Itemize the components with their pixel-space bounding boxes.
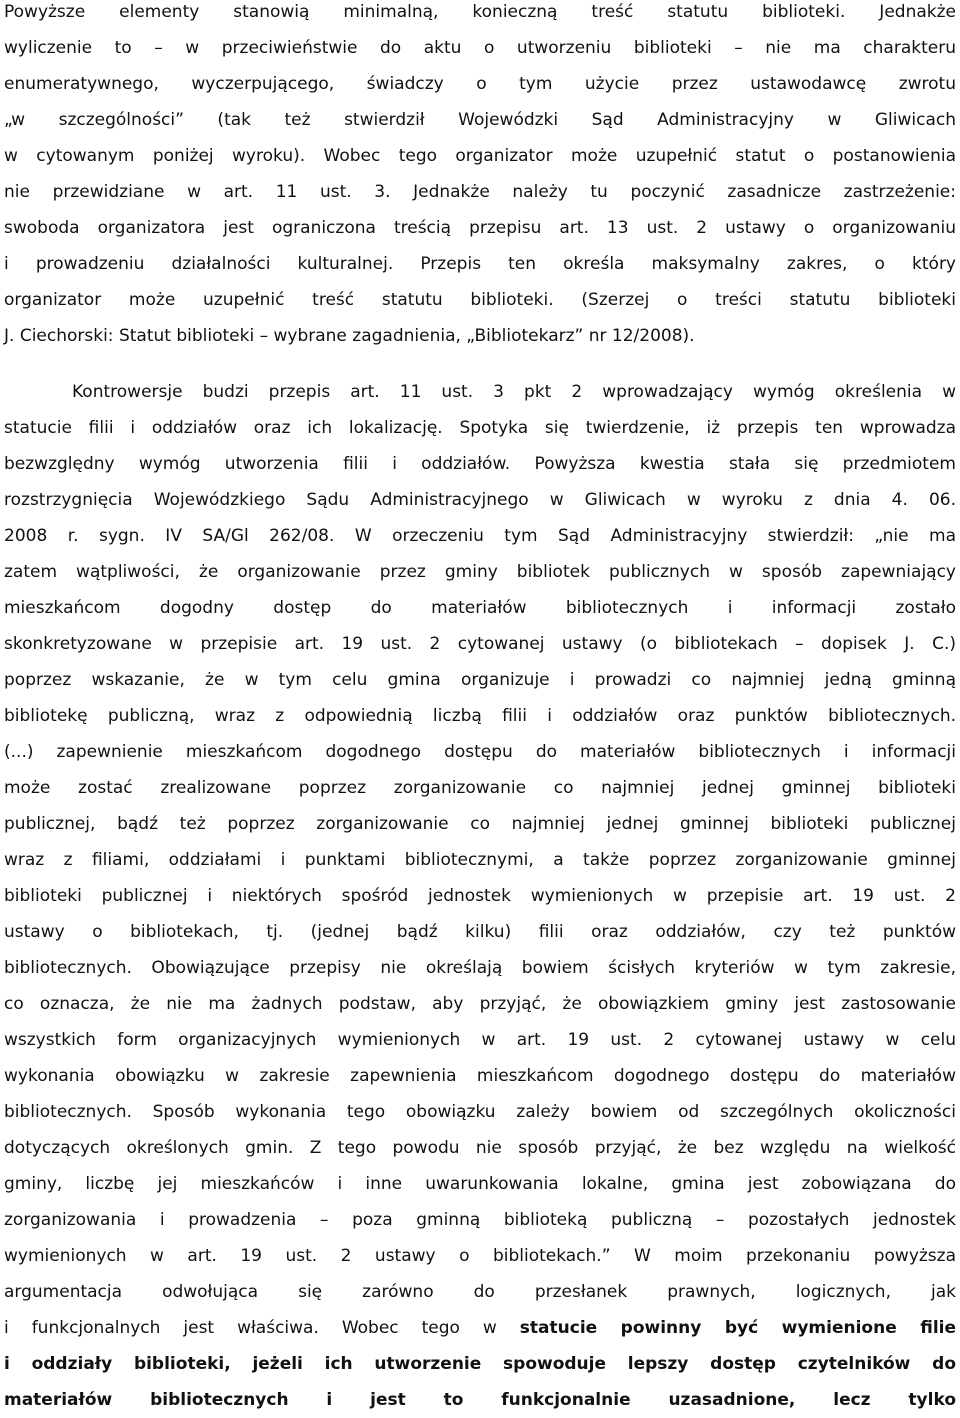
paragraph2-line-8: skonkretyzowane w przepisie art. 19 ust. 2 cytowanej ustawy (o bibliotekach – dopisek J. C.) <box>4 634 956 654</box>
paragraph1-line-2: wyliczenie to – w przeciwieństwie do aktu o utworzeniu biblioteki – nie ma charakteru <box>4 38 956 58</box>
line-27-bold-text: statucie powinny być wymienione filie <box>519 1318 957 1338</box>
paragraph2-line-27 <box>4 1310 956 1346</box>
paragraph1-line-6: nie przewidziane w art. 11 ust. 3. Jednakże należy tu poczynić zasadnicze zastrzeżenie: <box>4 182 956 202</box>
paragraph2-line-2: statucie filii i oddziałów oraz ich lokalizację. Spotyka się twierdzenie, iż przepis ten wprowadza <box>4 418 956 438</box>
paragraph2-line-3: bezwzględny wymóg utworzenia filii i oddziałów. Powyższa kwestia stała się przedmiotem <box>4 454 956 474</box>
paragraph2-line-20: wykonania obowiązku w zakresie zapewnienia mieszkańcom dogodnego dostępu do materiałów <box>4 1066 956 1086</box>
paragraph2-line-17: bibliotecznych. Obowiązujące przepisy nie określają bowiem ścisłych kryteriów w tym zakresie, <box>4 958 956 978</box>
paragraph2-line-18: co oznacza, że nie ma żadnych podstaw, aby przyjąć, że obowiązkiem gminy jest zastosowanie <box>4 994 956 1014</box>
paragraph2-line-11: (...) zapewnienie mieszkańcom dogodnego dostępu do materiałów bibliotecznych i informacji <box>4 742 956 762</box>
paragraph2-line-7: mieszkańcom dogodny dostęp do materiałów bibliotecznych i informacji zostało <box>4 598 956 618</box>
paragraph1-line-7: swoboda organizatora jest ograniczona treścią przepisu art. 13 ust. 2 ustawy o organizowaniu <box>4 218 956 238</box>
paragraph2-line-15: biblioteki publicznej i niektórych spośród jednostek wymienionych w przepisie art. 19 ust. 2 <box>4 886 956 906</box>
paragraph2-line-6: zatem wątpliwości, że organizowanie przez gminy bibliotek publicznych w sposób zapewniający <box>4 562 956 582</box>
paragraph2-line-12: może zostać zrealizowane poprzez zorganizowanie co najmniej jednej gminnej biblioteki <box>4 778 956 798</box>
paragraph2-bold-line-2: materiałów bibliotecznych i jest to funkcjonalnie uzasadnione, lecz tylko <box>4 1390 956 1410</box>
paragraph2-line-25: wymienionych w art. 19 ust. 2 ustawy o bibliotekach.” W moim przekonaniu powyższa <box>4 1246 956 1266</box>
paragraph2-bold-line-1: i oddziały biblioteki, jeżeli ich utworzenie spowoduje lepszy dostęp czytelników do <box>4 1354 956 1374</box>
paragraph2-line-22: dotyczących określonych gmin. Z tego powodu nie sposób przyjąć, że bez względu na wielkość <box>4 1138 956 1158</box>
paragraph2-line-1: Kontrowersje budzi przepis art. 11 ust. 3 pkt 2 wprowadzający wymóg określenia w <box>72 382 956 402</box>
paragraph1-line-3: enumeratywnego, wyczerpującego, świadczy o tym użycie przez ustawodawcę zwrotu <box>4 74 956 94</box>
line-27-text: i funkcjonalnych jest właściwa. Wobec tego w <box>4 1318 520 1338</box>
paragraph2-line-16: ustawy o bibliotekach, tj. (jednej bądź kilku) filii oraz oddziałów, czy też punktów <box>4 922 956 942</box>
paragraph2-line-26: argumentacja odwołująca się zarówno do przesłanek prawnych, logicznych, jak <box>4 1282 956 1302</box>
paragraph2-line-10: bibliotekę publiczną, wraz z odpowiednią liczbą filii i oddziałów oraz punktów bibliotecznych. <box>4 706 956 726</box>
paragraph2-line-9: poprzez wskazanie, że w tym celu gmina organizuje i prowadzi co najmniej jedną gminną <box>4 670 956 690</box>
paragraph1-line-5: w cytowanym poniżej wyroku). Wobec tego organizator może uzupełnić statut o postanowienia <box>4 146 956 166</box>
paragraph1-line-4: „w szczególności” (tak też stwierdził Wojewódzki Sąd Administracyjny w Gliwicach <box>4 110 956 130</box>
paragraph2-line-4: rozstrzygnięcia Wojewódzkiego Sądu Administracyjnego w Gliwicach w wyroku z dnia 4. 06. <box>4 490 956 510</box>
paragraph1-line-1: Powyższe elementy stanowią minimalną, konieczną treść statutu biblioteki. Jednakże <box>4 2 956 22</box>
paragraph2-line-13: publicznej, bądź też poprzez zorganizowanie co najmniej jednej gminnej biblioteki publicznej <box>4 814 956 834</box>
paragraph1-line-9: organizator może uzupełnić treść statutu biblioteki. (Szerzej o treści statutu biblioteki <box>4 290 956 310</box>
paragraph1-line-8: i prowadzeniu działalności kulturalnej. Przepis ten określa maksymalny zakres, o który <box>4 254 956 274</box>
paragraph2-line-24: zorganizowania i prowadzenia – poza gminną biblioteką publiczną – pozostałych jednostek <box>4 1210 956 1230</box>
paragraph2-line-5: 2008 r. sygn. IV SA/Gl 262/08. W orzeczeniu tym Sąd Administracyjny stwierdził: „nie ma <box>4 526 956 546</box>
paragraph2-line-14: wraz z filiami, oddziałami i punktami bibliotecznymi, a także poprzez zorganizowanie gminnej <box>4 850 956 870</box>
paragraph2-line-21: bibliotecznych. Sposób wykonania tego obowiązku zależy bowiem od szczególnych okoliczności <box>4 1102 956 1122</box>
paragraph2-line-23: gminy, liczbę jej mieszkańców i inne uwarunkowania lokalne, gmina jest zobowiązana do <box>4 1174 956 1194</box>
paragraph2-line-19: wszystkich form organizacyjnych wymienionych w art. 19 ust. 2 cytowanej ustawy w celu <box>4 1030 956 1050</box>
paragraph1-line-10: J. Ciechorski: Statut biblioteki – wybrane zagadnienia, „Bibliotekarz” nr 12/2008). <box>4 326 695 346</box>
